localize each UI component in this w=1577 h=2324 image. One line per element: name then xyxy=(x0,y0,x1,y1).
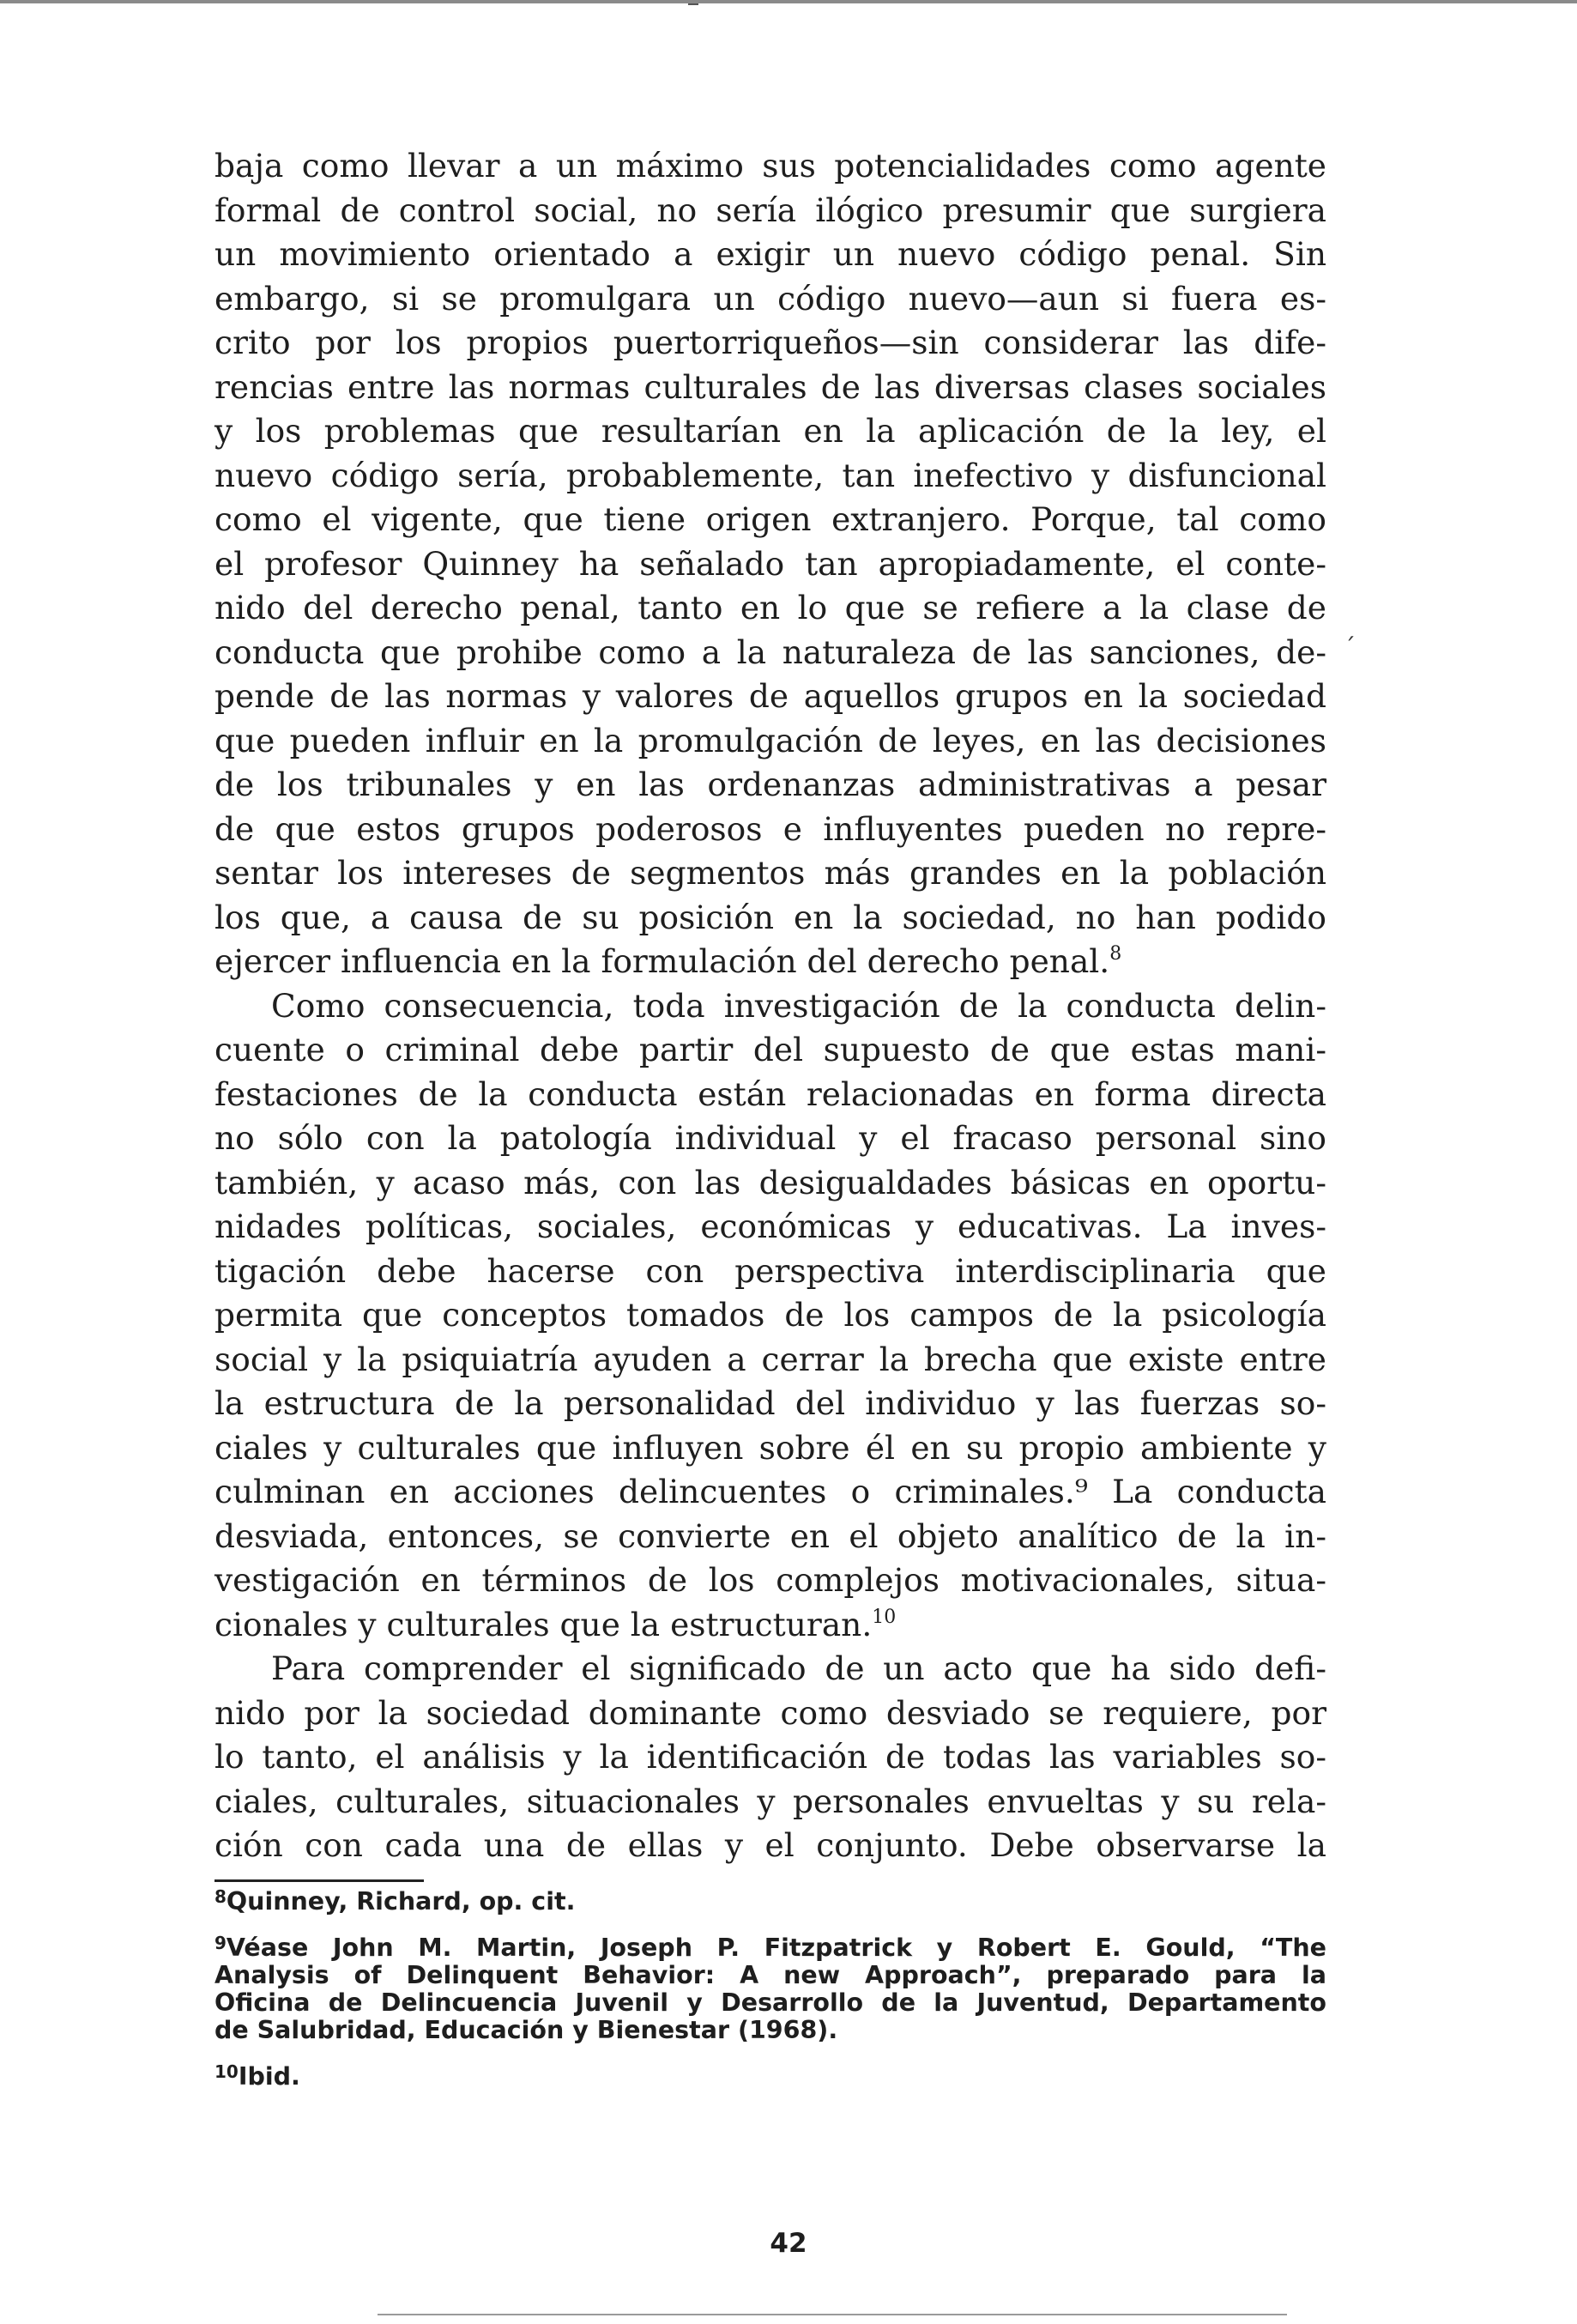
text-line xyxy=(214,1250,1326,1294)
line-text: tigación debe hacerse con perspectiva interdisciplinaria que xyxy=(214,1251,1326,1290)
line-text: desviada, entonces, se convierte en el objeto analítico de la in- xyxy=(214,1516,1326,1555)
line-text: Para comprender el significado de un acto que ha sido defi- xyxy=(271,1649,1326,1687)
text-line xyxy=(214,940,1326,984)
line-text: permita que conceptos tomados de los campos de la psicología xyxy=(214,1296,1326,1334)
text-line xyxy=(214,409,1326,454)
line-text: no sólo con la patología individual y el fracaso personal sino xyxy=(214,1119,1326,1157)
footnote-line xyxy=(214,1888,1326,1915)
text-line xyxy=(214,984,1326,1029)
text-line xyxy=(214,631,1326,675)
line-text: sentar los intereses de segmentos más grandes en la población xyxy=(214,854,1326,892)
text-line xyxy=(214,1028,1326,1073)
footnote-line xyxy=(214,2017,1326,2044)
line-text: pende de las normas y valores de aquellos grupos en la sociedad xyxy=(214,677,1326,715)
text-line xyxy=(214,277,1326,322)
footnote-text: Ibid. xyxy=(238,2062,300,2091)
line-text: ejercer influencia en la formulación del derecho penal. xyxy=(214,942,1110,980)
text-line xyxy=(214,1293,1326,1338)
footnote xyxy=(214,2063,1326,2091)
line-text: ciales, culturales, situacionales y personales envueltas y su rela- xyxy=(214,1782,1326,1820)
line-text: vestigación en términos de los complejos motivacionales, situa- xyxy=(214,1561,1326,1599)
text-line xyxy=(214,321,1326,366)
text-line xyxy=(214,1161,1326,1206)
text-line xyxy=(214,808,1326,852)
text-line xyxy=(214,542,1326,587)
line-text: nido del derecho penal, tanto en lo que se refiere a la clase de xyxy=(214,589,1326,626)
text-line xyxy=(214,144,1326,189)
text-line xyxy=(214,1824,1326,1868)
line-text: rencias entre las normas culturales de las diversas clases sociales xyxy=(214,367,1326,406)
text-line xyxy=(214,719,1326,764)
line-text: Como consecuencia, toda investigación de la conducta delin- xyxy=(271,986,1326,1025)
paragraph xyxy=(214,144,1326,984)
text-line xyxy=(214,675,1326,719)
line-text: crito por los propios puertorriqueños—sin considerar las dife- xyxy=(214,324,1326,361)
line-text: social y la psiquiatría ayuden a cerrar la brecha que existe entre xyxy=(214,1340,1326,1378)
footnote-gap xyxy=(214,1915,1326,1934)
footnote-text: Véase John M. Martin, Joseph P. Fitzpatrick y Robert E. Gould, “The xyxy=(226,1934,1326,1962)
text-line xyxy=(214,1205,1326,1250)
line-text: nuevo código sería, probablemente, tan inefectivo y disfuncional xyxy=(214,456,1326,494)
line-text: de que estos grupos poderosos e influyentes pueden no repre- xyxy=(214,809,1326,848)
line-text: cuente o criminal debe partir del supuesto de que estas mani- xyxy=(214,1031,1326,1068)
line-text: cionales y culturales que la estructuran. xyxy=(214,1605,873,1643)
text-line xyxy=(214,1735,1326,1780)
page-number: 42 xyxy=(770,2228,807,2259)
line-text: nido por la sociedad dominante como desviado se requiere, por xyxy=(214,1693,1326,1732)
text-line xyxy=(214,1470,1326,1515)
scan-edge-top xyxy=(0,0,1577,3)
footnote-reference: 8 xyxy=(1109,943,1122,965)
line-text: la estructura de la personalidad del individuo y las fuerzas so- xyxy=(214,1384,1326,1422)
scan-mark-top xyxy=(688,3,698,5)
line-text: baja como llevar a un máximo sus potencialidades como agente xyxy=(214,147,1326,185)
footnote-line xyxy=(214,2063,1326,2091)
line-text: embargo, si se promulgara un código nuevo—aun si fuera es- xyxy=(214,279,1326,318)
text-line xyxy=(214,189,1326,233)
footnote-line xyxy=(214,1962,1326,1989)
body-text xyxy=(214,144,1326,1868)
footnotes xyxy=(214,1888,1326,2091)
line-text: formal de control social, no sería ilógico presumir que surgiera xyxy=(214,191,1326,229)
footnote-number: 9 xyxy=(214,1933,227,1953)
text-line xyxy=(214,851,1326,896)
text-line xyxy=(214,1603,1326,1648)
line-text: el profesor Quinney ha señalado tan apropiadamente, el conte- xyxy=(214,544,1326,583)
text-line xyxy=(214,1692,1326,1736)
footnote-divider xyxy=(214,1879,424,1882)
footnote xyxy=(214,1934,1326,2044)
line-text: un movimiento orientado a exigir un nuevo código penal. Sin xyxy=(214,235,1326,273)
paragraph xyxy=(214,1647,1326,1868)
line-text: lo tanto, el análisis y la identificación de todas las variables so- xyxy=(214,1738,1326,1776)
text-line xyxy=(214,498,1326,542)
text-line xyxy=(214,1647,1326,1692)
footnote-text: de Salubridad, Educación y Bienestar (1968). xyxy=(214,2016,838,2044)
line-text: como el vigente, que tiene origen extranjero. Porque, tal como xyxy=(214,500,1326,538)
text-line xyxy=(214,763,1326,808)
line-text: festaciones de la conducta están relacionadas en forma directa xyxy=(214,1074,1326,1113)
line-text: ción con cada una de ellas y el conjunto. Debe observarse la xyxy=(214,1826,1326,1864)
text-line xyxy=(214,1117,1326,1161)
text-line xyxy=(214,1780,1326,1825)
footnote-gap xyxy=(214,2044,1326,2063)
line-text: nidades políticas, sociales, económicas y educativas. La inves- xyxy=(214,1207,1326,1245)
footnote xyxy=(214,1888,1326,1915)
line-text: que pueden influir en la promulgación de leyes, en las decisiones xyxy=(214,721,1326,760)
footnote-text: Analysis of Delinquent Behavior: A new Approach”, preparado para la xyxy=(214,1961,1326,1989)
text-line xyxy=(214,1426,1326,1471)
line-text: los que, a causa de su posición en la sociedad, no han podido xyxy=(214,898,1326,936)
footnote-text: Oficina de Delincuencia Juvenil y Desarrollo de la Juventud, Departamento xyxy=(214,1988,1326,2017)
line-text: culminan en acciones delincuentes o criminales.⁹ La conducta xyxy=(214,1473,1326,1510)
text-line xyxy=(214,1382,1326,1426)
text-line xyxy=(214,1515,1326,1559)
text-line xyxy=(214,896,1326,941)
footnote-text: Quinney, Richard, op. cit. xyxy=(226,1887,576,1915)
footnote-line xyxy=(214,1934,1326,1962)
footnote-reference: 10 xyxy=(872,1606,897,1628)
line-text: conducta que prohibe como a la naturaleza de las sanciones, de- xyxy=(214,632,1326,671)
text-line xyxy=(214,1558,1326,1603)
scan-edge-bottom xyxy=(378,2314,1287,2315)
text-line xyxy=(214,233,1326,277)
text-line xyxy=(214,366,1326,410)
stray-mark: ´ xyxy=(1344,633,1356,662)
text-line xyxy=(214,1338,1326,1383)
line-text: de los tribunales y en las ordenanzas administrativas a pesar xyxy=(214,766,1326,803)
text-line xyxy=(214,454,1326,499)
footnote-number: 10 xyxy=(214,2061,239,2082)
text-line xyxy=(214,586,1326,631)
line-text: ciales y culturales que influyen sobre él en su propio ambiente y xyxy=(214,1428,1326,1467)
paragraph xyxy=(214,984,1326,1648)
footnote-line xyxy=(214,1989,1326,2017)
footnote-number: 8 xyxy=(214,1886,227,1907)
text-line xyxy=(214,1073,1326,1117)
line-text: y los problemas que resultarían en la aplicación de la ley, el xyxy=(214,412,1326,450)
line-text: también, y acaso más, con las desigualdades básicas en oportu- xyxy=(214,1163,1326,1201)
